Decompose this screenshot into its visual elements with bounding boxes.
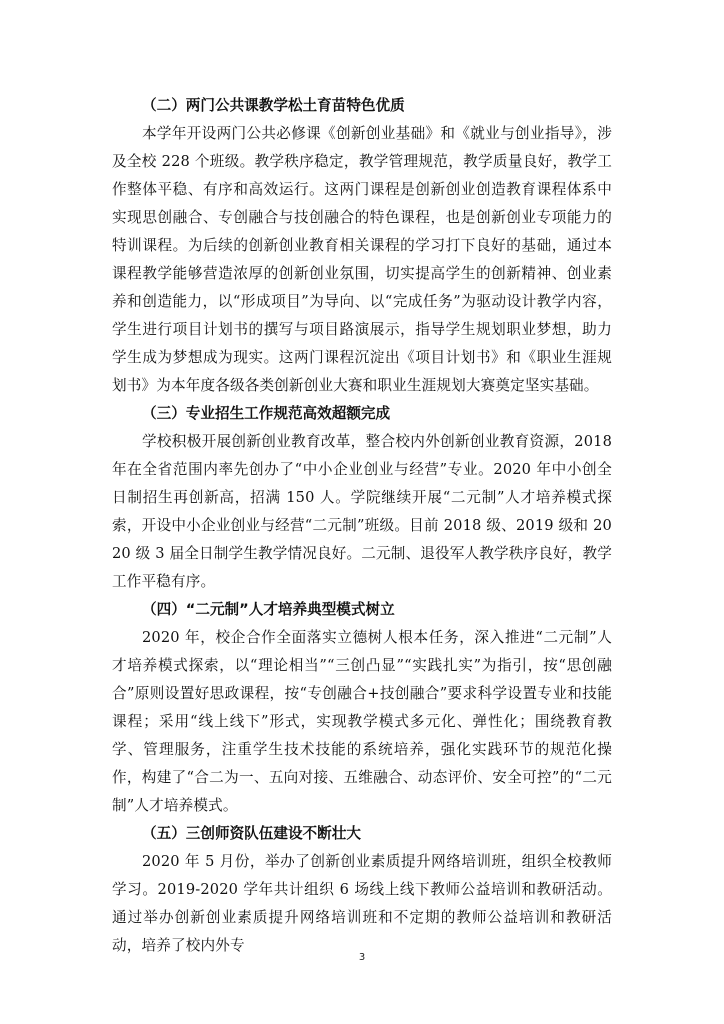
- section-three: [112, 400, 612, 596]
- section-paragraph: 2020 年 5 月份，举办了创新创业素质提升网络培训班，组织全校教师学习。2019-2020 学年共计组织 6 场线上线下教师公益培训和教研活动。通过举办创新创业素质提升网络培训班和不定期的教师公益培训和教研活动，培养了校内外专: [112, 853, 612, 954]
- section-heading: （三）专业招生工作规范高效超额完成: [142, 405, 391, 422]
- section-heading: （五）三创师资队伍建设不断壮大: [142, 825, 361, 842]
- section-paragraph: 本学年开设两门公共必修课《创新创业基础》和《就业与创业指导》，涉及全校 228 个班级。教学秩序稳定，教学管理规范，教学质量良好，教学工作整体平稳、有序和高效运行。这两门课程是创新创业创造教育课程体系中实现思创融合、专创融合与技创融合的特色课程，也是创新创业专项能力的特训课程。为后续的创新创业教育相关课程的学习打下良好的基础，通过本课程教学能够营造浓厚的创新创业氛围，切实提高学生的创新精神、创业素养和创造能力，以“形成项目”为导向、以“完成任务”为驱动设计教学内容，学生进行项目计划书的撰写与项目路演展示，指导学生规划职业梦想，助力学生成为梦想成为现实。这两门课程沉淀出《项目计划书》和《职业生涯规划书》为本年度各级各类创新创业大赛和职业生涯规划大赛奠定坚实基础。: [112, 125, 612, 394]
- page-number: 3: [358, 952, 366, 963]
- section-paragraph: 2020 年，校企合作全面落实立德树人根本任务，深入推进“二元制”人才培养模式探索，以“理论相当”“三创凸显”“实践扎实”为指引，按“思创融合”原则设置好思政课程，按“专创融合+技创融合”要求科学设置专业和技能课程；采用“线上线下”形式，实现教学模式多元化、弹性化；围绕教育教学、管理服务，注重学生技术技能的系统培养，强化实践环节的规范化操作，构建了“合二为一、五向对接、五维融合、动态评价、安全可控”的“二元制”人才培养模式。: [112, 629, 612, 814]
- section-five: [112, 820, 612, 960]
- section-heading: （四）“二元制”人才培养典型模式树立: [142, 601, 395, 618]
- section-paragraph: 学校积极开展创新创业教育改革，整合校内外创新创业教育资源，2018 年在全省范围内率先创办了“中小企业创业与经营”专业。2020 年中小创全日制招生再创新高，招满 150 人。学院继续开展“二元制”人才培养模式探索，开设中小企业创业与经营“二元制”班级。目前 2018 级、2019 级和 2020 级 3 届全日制学生教学情况良好。二元制、退役军人教学秩序良好，教学工作平稳有序。: [112, 433, 612, 590]
- section-heading: （二）两门公共课教学松土育苗特色优质: [142, 97, 405, 114]
- section-two: [112, 92, 612, 400]
- section-four: [112, 596, 612, 820]
- page-body: [112, 92, 612, 960]
